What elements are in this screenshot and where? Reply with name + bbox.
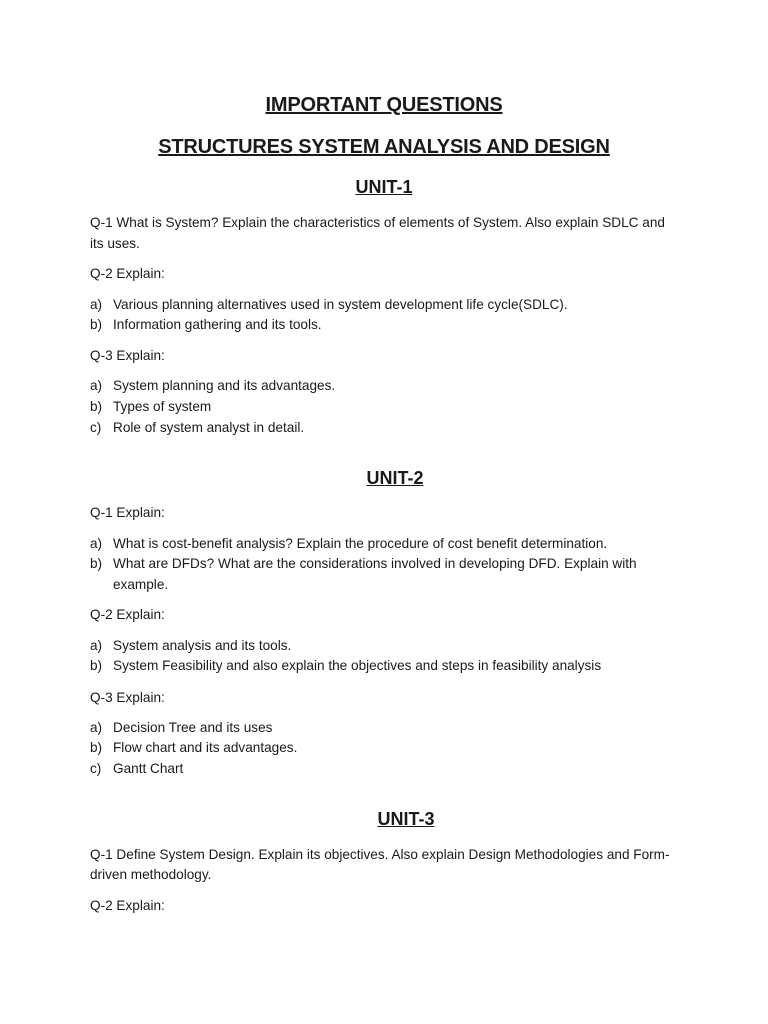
list-marker: b)	[90, 658, 103, 673]
list-item-text: Information gathering and its tools.	[113, 317, 322, 332]
list-marker: c)	[90, 761, 102, 776]
unit-heading: UNIT-1	[355, 177, 413, 197]
question-label: Q-2 Explain:	[90, 898, 165, 913]
list-item-text: Gantt Chart	[113, 761, 184, 776]
question-label: Q-2 Explain:	[90, 266, 165, 281]
list-item-text: System planning and its advantages.	[113, 378, 336, 393]
list-marker: b)	[90, 740, 103, 755]
question-text: its uses.	[90, 236, 140, 251]
list-marker: b)	[90, 556, 103, 571]
question-label: Q-3 Explain:	[90, 690, 165, 705]
unit-heading: UNIT-3	[377, 809, 435, 829]
list-marker: a)	[90, 720, 103, 735]
list-marker: a)	[90, 378, 103, 393]
list-marker: c)	[90, 420, 102, 435]
question-label: Q-2 Explain:	[90, 607, 165, 622]
list-marker: b)	[90, 399, 103, 414]
list-item-text: Types of system	[113, 399, 212, 414]
list-marker: a)	[90, 297, 103, 312]
list-item-text: System Feasibility and also explain the objectives and steps in feasibility analysis	[113, 658, 602, 673]
question-text: Q-1 What is System? Explain the characteristics of elements of System. Also explain SDLC and	[90, 215, 665, 230]
list-item-text: example.	[113, 577, 169, 592]
document-title: IMPORTANT QUESTIONS	[265, 94, 503, 116]
list-item-text: Various planning alternatives used in system development life cycle(SDLC).	[113, 297, 568, 312]
question-text: driven methodology.	[90, 867, 212, 882]
list-marker: b)	[90, 317, 103, 332]
question-label: Q-1 Explain:	[90, 505, 165, 520]
document-subtitle: STRUCTURES SYSTEM ANALYSIS AND DESIGN	[158, 136, 610, 158]
unit-heading: UNIT-2	[366, 468, 424, 488]
list-item-text: What are DFDs? What are the considerations involved in developing DFD. Explain with	[113, 556, 637, 571]
list-marker: a)	[90, 638, 103, 653]
list-item-text: Flow chart and its advantages.	[113, 740, 298, 755]
list-item-text: Role of system analyst in detail.	[113, 420, 305, 435]
list-item-text: Decision Tree and its uses	[113, 720, 273, 735]
question-text: Q-1 Define System Design. Explain its objectives. Also explain Design Methodologies and Form-	[90, 847, 670, 862]
list-marker: a)	[90, 536, 103, 551]
list-item-text: System analysis and its tools.	[113, 638, 292, 653]
list-item-text: What is cost-benefit analysis? Explain the procedure of cost benefit determination.	[113, 536, 608, 551]
question-label: Q-3 Explain:	[90, 348, 165, 363]
